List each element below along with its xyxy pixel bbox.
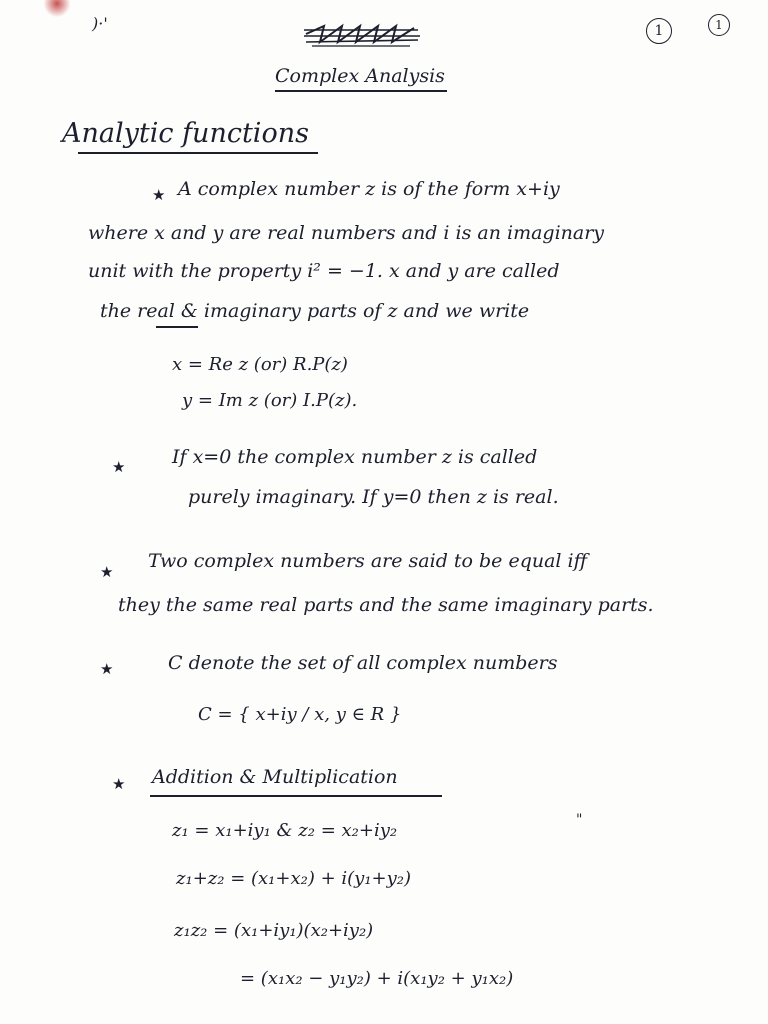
- text-line: If x=0 the complex number z is called: [172, 446, 538, 468]
- bullet-star-icon: ★: [112, 458, 126, 476]
- scribbled-out-text-icon: [302, 20, 422, 48]
- section-heading: Analytic functions: [62, 118, 309, 149]
- corner-mark: )·': [92, 14, 108, 33]
- formula-line: z₁+z₂ = (x₁+x₂) + i(y₁+y₂): [176, 868, 412, 889]
- subheading-underline: [150, 795, 442, 797]
- formula-line: x = Re z (or) R.P(z): [172, 354, 348, 375]
- bullet-star-icon: ★: [100, 563, 114, 581]
- bullet-star-icon: ★: [112, 775, 126, 793]
- ink-smudge: [44, 0, 70, 18]
- text-line: the real & imaginary parts of z and we write: [100, 300, 530, 322]
- page-number-badge: 1: [646, 18, 672, 44]
- text-line: unit with the property i² = −1. x and y are called: [88, 260, 560, 282]
- formula-line: y = Im z (or) I.P(z).: [182, 390, 358, 411]
- text-line: A complex number z is of the form x+iy: [178, 178, 560, 200]
- text-line: they the same real parts and the same imaginary parts.: [118, 594, 654, 616]
- text-line: where x and y are real numbers and i is an imaginary: [88, 222, 605, 244]
- formula-line: = (x₁x₂ − y₁y₂) + i(x₁y₂ + y₁x₂): [240, 968, 514, 989]
- title-underline: [275, 90, 447, 92]
- text-line: C denote the set of all complex numbers: [168, 652, 558, 674]
- formula-line: z₁z₂ = (x₁+iy₁)(x₂+iy₂): [174, 920, 374, 941]
- text-line: Two complex numbers are said to be equal iff: [148, 550, 588, 572]
- bullet-star-icon: ★: [152, 186, 166, 204]
- heading-underline: [78, 152, 318, 154]
- page-number-badge-small: 1: [708, 14, 730, 36]
- bullet-star-icon: ★: [100, 660, 114, 678]
- formula-line: C = { x+iy / x, y ∈ R }: [198, 704, 402, 725]
- text-line: purely imaginary. If y=0 then z is real.: [188, 486, 559, 508]
- page-title: Complex Analysis: [275, 65, 445, 87]
- stray-mark: ": [576, 812, 583, 828]
- subheading: Addition & Multiplication: [152, 766, 398, 788]
- word-underline: [156, 326, 198, 328]
- formula-line: z₁ = x₁+iy₁ & z₂ = x₂+iy₂: [172, 820, 398, 841]
